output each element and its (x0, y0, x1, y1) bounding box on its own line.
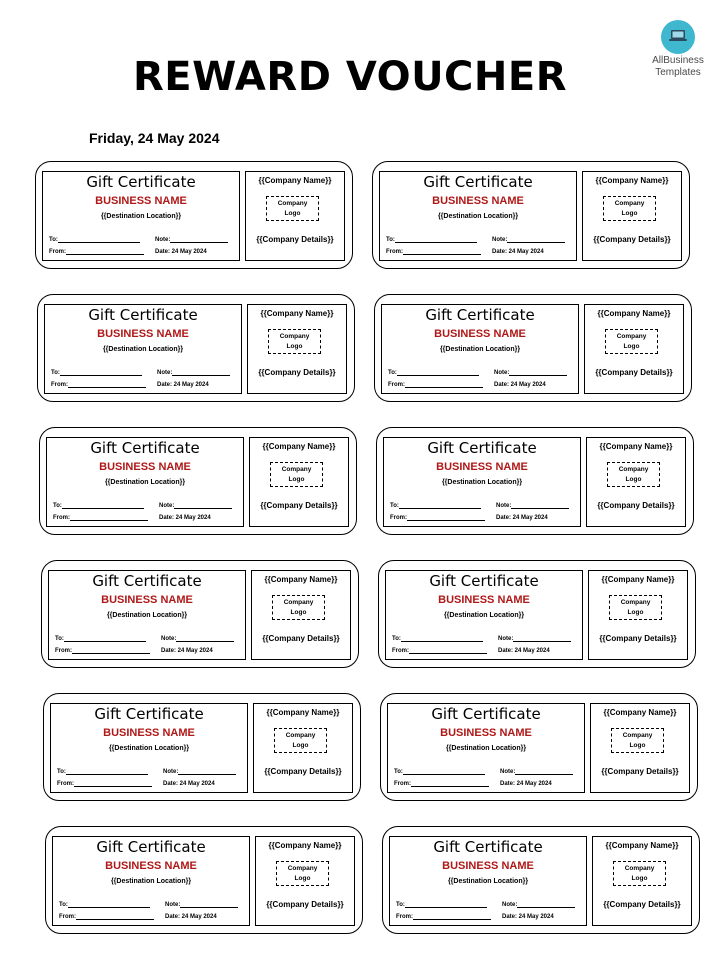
company-logo-placeholder (274, 728, 327, 753)
laptop-icon (661, 20, 695, 54)
to-label: To: (394, 769, 403, 775)
company-panel (253, 703, 353, 793)
document-date: Friday, 24 May 2024 (89, 130, 220, 146)
company-name: {{Company Name}} (268, 841, 342, 850)
from-label: From: (57, 781, 74, 787)
company-panel (245, 171, 345, 261)
gift-certificate-heading: Gift Certificate (88, 306, 198, 324)
company-details: {{Company Details}} (260, 501, 338, 510)
note-label: Note: (161, 636, 177, 642)
company-name: {{Company Name}} (597, 309, 671, 318)
gift-certificate-panel (50, 703, 248, 793)
from-line (68, 381, 146, 388)
gift-certificate-panel (379, 171, 577, 261)
note-line (170, 236, 228, 243)
company-logo-line2: Logo (631, 875, 648, 882)
voucher-card (39, 427, 357, 535)
to-label: To: (386, 237, 395, 243)
from-line (70, 514, 148, 521)
company-details: {{Company Details}} (256, 235, 334, 244)
business-name: BUSINESS NAME (103, 727, 195, 739)
voucher-card (43, 693, 361, 801)
company-panel (590, 703, 690, 793)
gift-certificate-panel (48, 570, 246, 660)
to-field (53, 502, 144, 509)
gift-certificate-heading: Gift Certificate (427, 439, 537, 457)
note-label: Note: (502, 902, 518, 908)
destination-location: {{Destination Location}} (110, 878, 192, 885)
gift-certificate-panel (383, 437, 581, 527)
to-line (403, 768, 485, 775)
company-panel (584, 304, 684, 394)
company-panel (588, 570, 688, 660)
voucher-date: Date: 24 May 2024 (165, 914, 217, 920)
company-details: {{Company Details}} (595, 368, 673, 377)
company-logo-line1: Company (624, 865, 655, 872)
gift-certificate-heading: Gift Certificate (425, 306, 535, 324)
brand-name-line2: Templates (655, 67, 701, 78)
note-field (494, 369, 567, 376)
voucher-date: Date: 24 May 2024 (500, 781, 552, 787)
company-logo-line1: Company (277, 200, 308, 207)
company-name: {{Company Name}} (603, 708, 677, 717)
company-logo-placeholder (603, 196, 656, 221)
voucher-date: Date: 24 May 2024 (161, 648, 213, 654)
from-label: From: (49, 249, 66, 255)
company-details: {{Company Details}} (264, 767, 342, 776)
company-logo-line1: Company (622, 732, 653, 739)
from-line (411, 780, 489, 787)
company-details: {{Company Details}} (266, 900, 344, 909)
gift-certificate-panel (387, 703, 585, 793)
company-logo-line2: Logo (623, 343, 640, 350)
business-name: BUSINESS NAME (432, 195, 524, 207)
note-field (498, 635, 571, 642)
company-panel (592, 836, 692, 926)
gift-certificate-panel (389, 836, 587, 926)
note-label: Note: (498, 636, 514, 642)
company-logo-placeholder (605, 329, 658, 354)
to-label: To: (388, 370, 397, 376)
note-field (157, 369, 230, 376)
company-name: {{Company Name}} (599, 442, 673, 451)
business-name: BUSINESS NAME (95, 195, 187, 207)
from-label: From: (51, 382, 68, 388)
company-logo-line1: Company (616, 333, 647, 340)
destination-location: {{Destination Location}} (439, 346, 521, 353)
from-line (407, 514, 485, 521)
gift-certificate-heading: Gift Certificate (90, 439, 200, 457)
voucher-card (374, 294, 692, 402)
company-logo-line2: Logo (292, 742, 309, 749)
company-logo-line1: Company (618, 466, 649, 473)
voucher-date: Date: 24 May 2024 (492, 249, 544, 255)
from-label: From: (388, 382, 405, 388)
note-line (509, 369, 567, 376)
to-line (66, 768, 148, 775)
business-name: BUSINESS NAME (105, 860, 197, 872)
company-logo-line2: Logo (629, 742, 646, 749)
note-label: Note: (157, 370, 173, 376)
page-title: REWARD VOUCHER (132, 54, 568, 100)
note-field (502, 901, 575, 908)
business-name: BUSINESS NAME (438, 594, 530, 606)
company-name: {{Company Name}} (601, 575, 675, 584)
note-field (492, 236, 565, 243)
note-label: Note: (500, 769, 516, 775)
note-field (159, 502, 232, 509)
brand-name-line1: AllBusiness (652, 55, 704, 66)
company-logo-line1: Company (287, 865, 318, 872)
destination-location: {{Destination Location}} (437, 213, 519, 220)
to-label: To: (55, 636, 64, 642)
from-field (53, 514, 148, 521)
company-logo-placeholder (268, 329, 321, 354)
company-panel (251, 570, 351, 660)
note-line (172, 369, 230, 376)
business-name: BUSINESS NAME (434, 328, 526, 340)
to-line (62, 502, 144, 509)
destination-location: {{Destination Location}} (100, 213, 182, 220)
note-field (161, 635, 234, 642)
note-field (496, 502, 569, 509)
from-label: From: (53, 515, 70, 521)
company-logo-line2: Logo (288, 476, 305, 483)
gift-certificate-heading: Gift Certificate (431, 705, 541, 723)
to-label: To: (57, 769, 66, 775)
company-logo-line1: Company (620, 599, 651, 606)
from-field (51, 381, 146, 388)
company-name: {{Company Name}} (264, 575, 338, 584)
company-details: {{Company Details}} (258, 368, 336, 377)
company-panel (582, 171, 682, 261)
from-field (57, 780, 152, 787)
note-label: Note: (496, 503, 512, 509)
company-logo-line2: Logo (294, 875, 311, 882)
note-field (155, 236, 228, 243)
note-label: Note: (492, 237, 508, 243)
destination-location: {{Destination Location}} (106, 612, 188, 619)
company-panel (255, 836, 355, 926)
from-field (55, 647, 150, 654)
from-field (390, 514, 485, 521)
company-logo-placeholder (609, 595, 662, 620)
to-line (395, 236, 477, 243)
from-line (409, 647, 487, 654)
from-field (386, 248, 481, 255)
to-line (64, 635, 146, 642)
company-logo-line1: Company (281, 466, 312, 473)
gift-certificate-panel (42, 171, 240, 261)
from-line (405, 381, 483, 388)
note-field (165, 901, 238, 908)
company-logo-placeholder (611, 728, 664, 753)
voucher-card (45, 826, 363, 934)
voucher-date: Date: 24 May 2024 (157, 382, 209, 388)
company-name: {{Company Name}} (262, 442, 336, 451)
company-logo-placeholder (613, 861, 666, 886)
voucher-card (37, 294, 355, 402)
note-line (178, 768, 236, 775)
destination-location: {{Destination Location}} (104, 479, 186, 486)
voucher-card (380, 693, 698, 801)
company-panel (249, 437, 349, 527)
to-label: To: (390, 503, 399, 509)
from-label: From: (394, 781, 411, 787)
note-label: Note: (163, 769, 179, 775)
company-logo-placeholder (272, 595, 325, 620)
company-name: {{Company Name}} (605, 841, 679, 850)
business-name: BUSINESS NAME (99, 461, 191, 473)
company-panel (247, 304, 347, 394)
note-label: Note: (155, 237, 171, 243)
to-field (386, 236, 477, 243)
from-label: From: (392, 648, 409, 654)
note-label: Note: (159, 503, 175, 509)
from-label: From: (386, 249, 403, 255)
voucher-date: Date: 24 May 2024 (155, 249, 207, 255)
from-line (74, 780, 152, 787)
note-line (511, 502, 569, 509)
note-line (507, 236, 565, 243)
destination-location: {{Destination Location}} (443, 612, 525, 619)
company-details: {{Company Details}} (599, 634, 677, 643)
company-logo-line1: Company (285, 732, 316, 739)
company-logo-placeholder (607, 462, 660, 487)
to-line (58, 236, 140, 243)
destination-location: {{Destination Location}} (108, 745, 190, 752)
voucher-card (378, 560, 696, 668)
to-field (57, 768, 148, 775)
company-details: {{Company Details}} (603, 900, 681, 909)
to-field (388, 369, 479, 376)
business-name: BUSINESS NAME (436, 461, 528, 473)
gift-certificate-panel (385, 570, 583, 660)
voucher-card (376, 427, 694, 535)
note-field (163, 768, 236, 775)
to-field (394, 768, 485, 775)
voucher-card (35, 161, 353, 269)
company-name: {{Company Name}} (258, 176, 332, 185)
to-label: To: (51, 370, 60, 376)
note-line (513, 635, 571, 642)
from-field (396, 913, 491, 920)
from-field (49, 248, 144, 255)
destination-location: {{Destination Location}} (441, 479, 523, 486)
company-logo-line2: Logo (290, 609, 307, 616)
to-label: To: (396, 902, 405, 908)
to-field (390, 502, 481, 509)
voucher-date: Date: 24 May 2024 (494, 382, 546, 388)
gift-certificate-heading: Gift Certificate (433, 838, 543, 856)
from-field (388, 381, 483, 388)
gift-certificate-heading: Gift Certificate (94, 705, 204, 723)
to-line (68, 901, 150, 908)
from-line (76, 913, 154, 920)
voucher-date: Date: 24 May 2024 (496, 515, 548, 521)
to-line (60, 369, 142, 376)
company-logo-line2: Logo (625, 476, 642, 483)
gift-certificate-heading: Gift Certificate (96, 838, 206, 856)
company-logo-line2: Logo (284, 210, 301, 217)
company-logo-placeholder (266, 196, 319, 221)
company-name: {{Company Name}} (595, 176, 669, 185)
to-field (49, 236, 140, 243)
from-label: From: (59, 914, 76, 920)
to-field (392, 635, 483, 642)
business-name: BUSINESS NAME (440, 727, 532, 739)
destination-location: {{Destination Location}} (445, 745, 527, 752)
voucher-date: Date: 24 May 2024 (498, 648, 550, 654)
note-line (517, 901, 575, 908)
gift-certificate-heading: Gift Certificate (92, 572, 202, 590)
to-label: To: (53, 503, 62, 509)
voucher-card (382, 826, 700, 934)
note-field (500, 768, 573, 775)
gift-certificate-panel (381, 304, 579, 394)
to-line (399, 502, 481, 509)
note-line (174, 502, 232, 509)
from-label: From: (390, 515, 407, 521)
note-line (176, 635, 234, 642)
from-line (413, 913, 491, 920)
brand-logo[interactable] (648, 20, 708, 78)
to-line (401, 635, 483, 642)
business-name: BUSINESS NAME (101, 594, 193, 606)
destination-location: {{Destination Location}} (447, 878, 529, 885)
company-logo-placeholder (276, 861, 329, 886)
to-label: To: (49, 237, 58, 243)
voucher-card (41, 560, 359, 668)
company-panel (586, 437, 686, 527)
from-field (59, 913, 154, 920)
voucher-date: Date: 24 May 2024 (502, 914, 554, 920)
to-label: To: (392, 636, 401, 642)
company-logo-line2: Logo (286, 343, 303, 350)
from-line (72, 647, 150, 654)
voucher-card (372, 161, 690, 269)
destination-location: {{Destination Location}} (102, 346, 184, 353)
from-line (66, 248, 144, 255)
company-logo-line2: Logo (627, 609, 644, 616)
company-logo-line1: Company (614, 200, 645, 207)
business-name: BUSINESS NAME (97, 328, 189, 340)
company-logo-line1: Company (279, 333, 310, 340)
from-field (394, 780, 489, 787)
company-logo-line1: Company (283, 599, 314, 606)
from-line (403, 248, 481, 255)
note-line (515, 768, 573, 775)
gift-certificate-heading: Gift Certificate (423, 173, 533, 191)
voucher-date: Date: 24 May 2024 (159, 515, 211, 521)
company-name: {{Company Name}} (266, 708, 340, 717)
to-field (55, 635, 146, 642)
company-logo-placeholder (270, 462, 323, 487)
gift-certificate-panel (52, 836, 250, 926)
to-field (396, 901, 487, 908)
company-details: {{Company Details}} (262, 634, 340, 643)
business-name: BUSINESS NAME (442, 860, 534, 872)
from-label: From: (55, 648, 72, 654)
from-label: From: (396, 914, 413, 920)
note-label: Note: (165, 902, 181, 908)
company-logo-line2: Logo (621, 210, 638, 217)
note-line (180, 901, 238, 908)
to-field (59, 901, 150, 908)
to-line (397, 369, 479, 376)
gift-certificate-heading: Gift Certificate (86, 173, 196, 191)
company-details: {{Company Details}} (597, 501, 675, 510)
company-name: {{Company Name}} (260, 309, 334, 318)
company-details: {{Company Details}} (593, 235, 671, 244)
company-details: {{Company Details}} (601, 767, 679, 776)
from-field (392, 647, 487, 654)
to-field (51, 369, 142, 376)
voucher-date: Date: 24 May 2024 (163, 781, 215, 787)
gift-certificate-panel (44, 304, 242, 394)
to-label: To: (59, 902, 68, 908)
gift-certificate-panel (46, 437, 244, 527)
to-line (405, 901, 487, 908)
note-label: Note: (494, 370, 510, 376)
gift-certificate-heading: Gift Certificate (429, 572, 539, 590)
